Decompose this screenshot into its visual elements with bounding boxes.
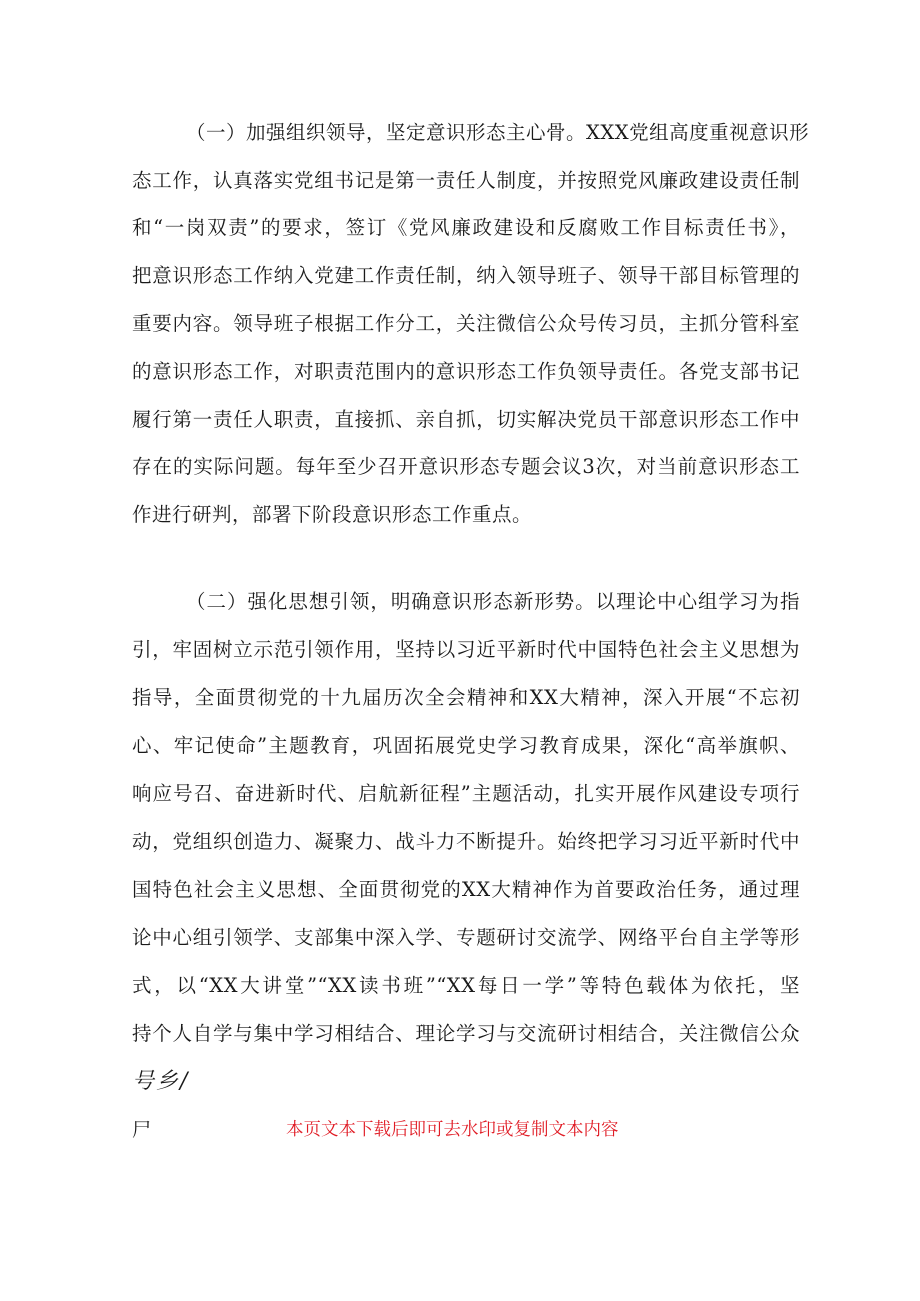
handwritten-fragment: 号乡/ (132, 1069, 190, 1094)
paragraph-1-line-9: 作进行研判，部署下阶段意识形态工作重点。 (132, 503, 533, 526)
paragraph-2-line-3: 指导，全面贯彻党的十九届历次全会精神和XX大精神，深入开展“不忘初 (132, 686, 800, 709)
paragraph-1-line-8: 存在的实际问题。每年至少召开意识形态专题会议3次，对当前意识形态工 (132, 455, 800, 478)
paragraph-1-line-3: 和“一岗双责”的要求，签订《党风廉政建设和反腐败工作目标责任书》， (132, 216, 800, 239)
paragraph-2-line-7: 国特色社会主义思想、全面贯彻党的XX大精神作为首要政治任务，通过理 (132, 878, 800, 901)
paragraph-1-line-6: 的意识形态工作，对职责范围内的意识形态工作负领导责任。各党支部书记 (132, 360, 800, 383)
paragraph-2-line-8: 论中心组引领学、支部集中深入学、专题研讨交流学、网络平台自主学等形 (132, 926, 800, 949)
paragraph-2-line-10: 持个人自学与集中学习相结合、理论学习与交流研讨相结合，关注微信公众 (132, 1022, 800, 1045)
paragraph-2-line-9: 式，以“XX大讲堂”“XX读书班”“XX每日一学”等特色载体为依托，坚 (132, 974, 800, 997)
paragraph-1-line-5: 重要内容。领导班子根据工作分工，关注微信公众号传习员，主抓分管科室 (132, 312, 800, 335)
paragraph-2-line-2: 引，牢固树立示范引领作用，坚持以习近平新时代中国特色社会主义思想为 (132, 638, 800, 661)
paragraph-2-line-4: 心、牢记使命”主题教育，巩固拓展党史学习教育成果，深化“高举旗帜、 (132, 734, 800, 757)
paragraph-2-line-1: （二）强化思想引领，明确意识形态新形势。以理论中心组学习为指 (186, 590, 800, 613)
paragraph-1-line-4: 把意识形态工作纳入党建工作责任制，纳入领导班子、领导干部目标管理的 (132, 264, 800, 287)
watermark-notice: 本页文本下载后即可去水印或复制文本内容 (286, 1120, 619, 1140)
paragraph-2-line-5: 响应号召、奋进新时代、启航新征程”主题活动，扎实开展作风建设专项行 (132, 782, 800, 805)
paragraph-1-line-7: 履行第一责任人职责，直接抓、亲自抓，切实解决党员干部意识形态工作中 (132, 408, 800, 431)
paragraph-1-line-1: （一）加强组织领导，坚定意识形态主心骨。XXX党组高度重视意识形 (186, 121, 810, 144)
paragraph-2-line-6: 动，党组织创造力、凝聚力、战斗力不断提升。始终把学习习近平新时代中 (132, 830, 800, 853)
paragraph-1-line-2: 态工作，认真落实党组书记是第一责任人制度，并按照党风廉政建设责任制 (132, 169, 800, 192)
corner-mark: 尸 (132, 1119, 152, 1141)
